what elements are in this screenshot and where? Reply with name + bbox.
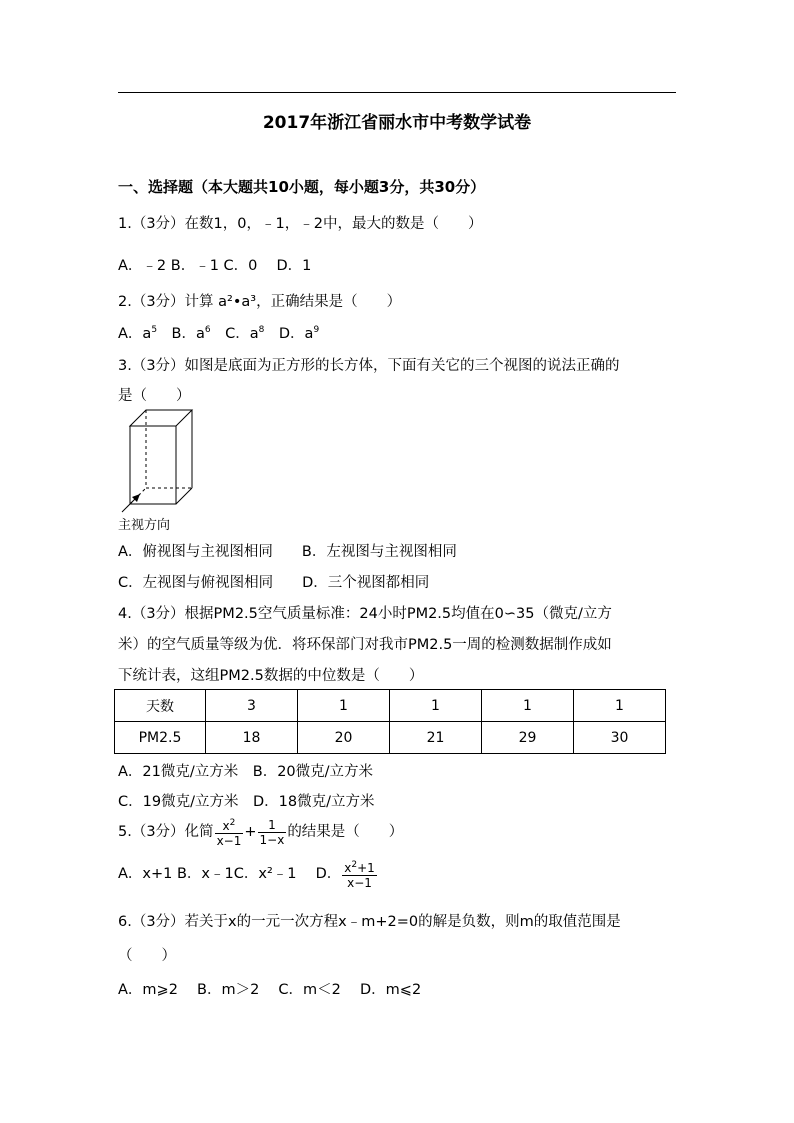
opt-frac-num: x bbox=[344, 861, 352, 875]
opt-frac-num-post: +1 bbox=[357, 861, 375, 875]
opt-frac-den: x−1 bbox=[347, 876, 372, 890]
q1-options: A．﹣2 B．﹣1 C．0 D．1 bbox=[118, 258, 312, 274]
q4-stem-line3: 下统计表，这组PM2.5数据的中位数是（ ） bbox=[118, 668, 424, 684]
q4-options-line1: A．21微克/立方米 B．20微克/立方米 bbox=[118, 764, 374, 780]
frac1-den: x−1 bbox=[216, 834, 242, 848]
q5-stem-post: 的结果是（ ） bbox=[287, 824, 404, 840]
table-cell: 天数 bbox=[115, 690, 206, 722]
q2-opt-d-exp: 9 bbox=[313, 325, 320, 336]
frac2-den: 1−x bbox=[259, 832, 285, 847]
table-cell: 20 bbox=[298, 722, 390, 754]
pm25-table bbox=[114, 689, 666, 754]
q3-options-line1: A．俯视图与主视图相同 B．左视图与主视图相同 bbox=[118, 544, 457, 560]
cuboid-figure bbox=[118, 404, 198, 514]
paper-title: 2017年浙江省丽水市中考数学试卷 bbox=[262, 113, 532, 133]
q5-fraction-2 bbox=[258, 818, 287, 847]
frac1-num-exp: 2 bbox=[229, 818, 236, 828]
q6-options: A．m⩾2 B．m＞2 C．m＜2 D．m⩽2 bbox=[118, 982, 422, 998]
q2-opt-b-exp: 6 bbox=[204, 325, 211, 336]
frac2-num: 1 bbox=[258, 818, 287, 833]
table-cell: 18 bbox=[206, 722, 298, 754]
q2-opt-b: B．a bbox=[157, 326, 205, 342]
q5-options bbox=[118, 858, 378, 890]
q2-stem: 2.（3分）计算 a²•a³，正确结果是（ ） bbox=[118, 294, 402, 310]
section-heading: 一、选择题（本大题共10小题，每小题3分，共30分） bbox=[118, 178, 486, 196]
q2-opt-d: D．a bbox=[264, 326, 314, 342]
table-cell: 1 bbox=[298, 690, 390, 722]
table-row bbox=[115, 690, 666, 722]
table-cell: 1 bbox=[482, 690, 574, 722]
q4-stem-line1: 4.（3分）根据PM2.5空气质量标准：24小时PM2.5均值在0∽35（微克/立方 bbox=[118, 606, 612, 622]
q4-stem-line2: 米）的空气质量等级为优．将环保部门对我市PM2.5一周的检测数据制作成如 bbox=[118, 637, 612, 653]
table-cell: PM2.5 bbox=[115, 722, 206, 754]
opt-frac-num-exp: 2 bbox=[351, 860, 358, 870]
q6-stem-line2: （ ） bbox=[118, 948, 176, 964]
q2-options bbox=[118, 322, 319, 343]
q2-opt-a-exp: 5 bbox=[151, 325, 158, 336]
q5-stem bbox=[118, 816, 403, 848]
q2-opt-a: A．a bbox=[118, 326, 152, 342]
q6-stem-line1: 6.（3分）若关于x的一元一次方程x﹣m+2=0的解是负数，则m的取值范围是 bbox=[118, 914, 621, 930]
q2-opt-c-exp: 8 bbox=[258, 325, 265, 336]
table-cell: 30 bbox=[574, 722, 666, 754]
q3-options-line2: C．左视图与俯视图相同 D．三个视图都相同 bbox=[118, 575, 430, 591]
q3-stem-line1: 3.（3分）如图是底面为正方形的长方体，下面有关它的三个视图的说法正确的 bbox=[118, 358, 620, 374]
table-cell: 1 bbox=[390, 690, 482, 722]
q2-opt-c: C．a bbox=[210, 326, 259, 342]
q5-stem-pre: 5.（3分）化简 bbox=[118, 824, 214, 840]
q1-stem: 1.（3分）在数1，0，﹣1，﹣2中，最大的数是（ ） bbox=[118, 216, 483, 232]
q5-options-pre: A．x+1 B．x﹣1C．x²﹣1 D． bbox=[118, 866, 342, 882]
q3-stem-line2: 是（ ） bbox=[118, 388, 191, 404]
table-cell: 21 bbox=[390, 722, 482, 754]
frac1-num: x bbox=[222, 819, 230, 833]
q4-options-line2: C．19微克/立方米 D．18微克/立方米 bbox=[118, 794, 375, 810]
table-cell: 1 bbox=[574, 690, 666, 722]
q5-option-fraction bbox=[342, 858, 377, 890]
table-cell: 3 bbox=[206, 690, 298, 722]
table-cell: 29 bbox=[482, 722, 574, 754]
table-row bbox=[115, 722, 666, 754]
figure-caption: 主视方向 bbox=[118, 518, 171, 533]
q5-fraction-1 bbox=[215, 816, 244, 848]
q5-plus: + bbox=[244, 824, 257, 840]
header-rule bbox=[118, 92, 676, 93]
